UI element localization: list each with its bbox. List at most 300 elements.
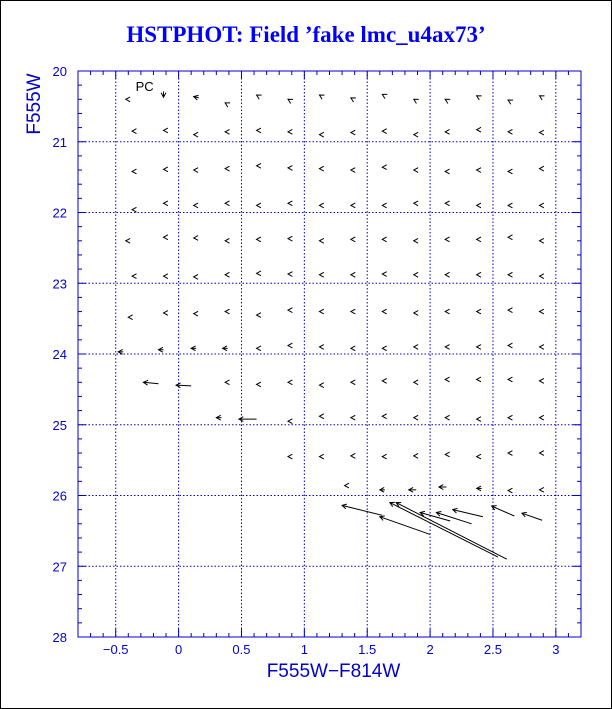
vector-arrow	[194, 274, 198, 279]
vector-head	[351, 203, 355, 208]
vector-arrow	[508, 100, 513, 104]
vector-arrow	[414, 99, 419, 103]
vector-arrow	[382, 94, 387, 98]
grid-layer	[78, 71, 581, 637]
vector-arrow	[288, 419, 292, 424]
vector-arrow	[351, 453, 355, 458]
vector-arrow	[176, 383, 191, 388]
vector-arrow	[288, 308, 292, 313]
vector-head	[257, 346, 261, 351]
vector-arrow	[477, 127, 481, 132]
vector-arrow	[351, 203, 355, 208]
vector-arrow	[128, 315, 132, 320]
vector-head	[288, 419, 292, 424]
vector-head	[445, 309, 449, 314]
vector-head	[414, 380, 418, 385]
vector-head	[319, 272, 323, 277]
y-tick-label: 25	[52, 417, 67, 433]
vector-arrow	[409, 487, 417, 492]
vector-arrow	[351, 380, 355, 385]
vector-head	[257, 271, 261, 276]
vector-arrow	[288, 201, 292, 206]
vector-head	[225, 309, 229, 314]
vector-head	[414, 238, 418, 243]
vector-arrow	[288, 129, 292, 134]
vector-head	[225, 272, 229, 277]
vector-arrow	[414, 201, 418, 206]
vector-head	[508, 377, 512, 382]
vector-arrow	[257, 237, 261, 242]
vector-head	[257, 128, 261, 133]
vector-head	[477, 345, 481, 350]
vector-head	[445, 237, 449, 242]
vector-arrow	[345, 483, 349, 488]
vector-head	[225, 201, 229, 206]
vector-head	[351, 168, 355, 173]
vector-arrow	[164, 235, 168, 240]
vector-head	[319, 383, 323, 388]
vector-arrow	[445, 452, 449, 457]
vector-arrow	[288, 272, 292, 277]
vector-arrow	[225, 201, 229, 206]
vector-arrow	[225, 309, 229, 314]
vector-head	[164, 235, 168, 240]
vector-head	[508, 235, 512, 240]
vector-arrow	[540, 378, 544, 383]
vector-arrow	[445, 377, 449, 382]
vector-head	[194, 132, 198, 137]
vector-arrow	[414, 345, 418, 350]
vector-arrow	[351, 168, 355, 173]
vector-head	[351, 130, 355, 135]
vector-head	[445, 452, 449, 457]
vector-head	[508, 169, 512, 174]
vector-head	[382, 309, 386, 314]
vector-head	[508, 100, 513, 104]
vector-head	[225, 380, 229, 385]
vector-arrow	[257, 382, 261, 387]
vector-arrow	[414, 415, 418, 420]
vector-arrow	[508, 272, 512, 277]
vector-head	[319, 95, 324, 99]
vector-arrow	[225, 238, 229, 243]
vector-arrow	[508, 129, 512, 134]
vector-shaft	[390, 503, 498, 557]
vector-arrow	[508, 488, 512, 493]
x-tick-label: 1	[300, 642, 308, 657]
x-tick-label: 0.5	[232, 642, 251, 657]
vector-head	[477, 203, 481, 208]
y-tick-label: 26	[52, 488, 67, 504]
vector-head	[382, 165, 386, 170]
vector-head	[414, 201, 418, 206]
vector-head	[194, 236, 198, 241]
vector-head	[194, 168, 198, 173]
vector-head	[351, 272, 355, 277]
vector-head	[540, 166, 544, 171]
vector-head	[257, 95, 262, 99]
vector-arrow	[414, 132, 418, 137]
vector-shaft	[453, 510, 483, 517]
vector-arrow	[288, 99, 293, 103]
vector-head	[225, 238, 229, 243]
vector-arrow	[382, 454, 386, 459]
vector-arrow	[225, 272, 229, 277]
vector-head	[414, 168, 418, 173]
vector-shaft	[492, 506, 515, 516]
vector-head	[351, 415, 355, 420]
vector-arrow	[319, 414, 323, 419]
vector-arrow	[522, 512, 542, 520]
vector-arrow	[477, 417, 481, 422]
vector-head	[445, 415, 449, 420]
vector-arrow	[508, 451, 512, 456]
y-tick-label: 27	[52, 559, 67, 575]
vector-head	[351, 237, 355, 242]
vector-arrow	[319, 383, 323, 388]
vector-head	[477, 272, 481, 277]
vector-head	[414, 453, 418, 458]
vector-head	[132, 169, 136, 174]
vector-arrow	[382, 346, 386, 351]
vector-head	[540, 309, 544, 314]
vector-arrow	[414, 168, 418, 173]
vector-arrow	[508, 343, 512, 348]
vector-head	[508, 488, 512, 493]
vector-arrow	[445, 345, 449, 350]
vector-head	[477, 417, 481, 422]
vector-arrow	[436, 512, 471, 524]
vector-head	[445, 129, 449, 134]
vector-head	[445, 169, 449, 174]
vector-arrow	[164, 274, 168, 279]
vector-head	[414, 132, 418, 137]
vector-head	[225, 129, 229, 134]
vector-head	[288, 454, 292, 459]
vector-head	[382, 454, 386, 459]
vector-arrow	[351, 309, 355, 314]
vector-head	[540, 451, 544, 456]
vector-head	[540, 274, 544, 279]
vector-arrow	[477, 237, 481, 242]
vector-head	[257, 163, 261, 168]
vector-arrow	[414, 380, 418, 385]
vector-head	[164, 128, 168, 133]
vector-head	[540, 415, 544, 420]
vector-arrow	[414, 238, 418, 243]
vector-head	[540, 487, 544, 492]
vector-arrow	[319, 272, 323, 277]
vector-arrow	[351, 346, 355, 351]
vector-head	[477, 168, 481, 173]
vector-head	[319, 238, 323, 243]
vector-head	[288, 380, 292, 385]
vector-arrow	[257, 128, 261, 133]
vector-arrow	[508, 377, 512, 382]
panel-label: PC	[135, 78, 154, 94]
vector-head	[288, 236, 292, 241]
vector-arrow	[194, 132, 198, 137]
vector-arrow	[477, 203, 481, 208]
vector-layer	[118, 92, 544, 560]
vector-arrow	[132, 169, 136, 174]
vector-arrow	[319, 309, 323, 314]
vector-arrow	[225, 380, 229, 385]
vector-head	[288, 272, 292, 277]
vector-arrow	[288, 380, 292, 385]
vector-arrow	[390, 502, 498, 557]
vector-head	[508, 308, 512, 313]
vector-arrow	[445, 309, 449, 314]
vector-arrow	[194, 168, 198, 173]
vector-head	[164, 201, 168, 206]
vector-head	[445, 99, 450, 103]
vector-head	[345, 483, 349, 488]
vector-head	[225, 166, 229, 171]
vector-head	[540, 378, 544, 383]
vector-head	[257, 237, 261, 242]
vector-arrow	[540, 415, 544, 420]
vector-head	[540, 345, 544, 350]
vector-arrow	[508, 203, 512, 208]
vector-arrow	[194, 236, 198, 241]
vector-shaft	[342, 505, 382, 515]
vector-arrow	[382, 237, 386, 242]
y-tick-label: 23	[52, 276, 67, 292]
vector-arrow	[351, 237, 355, 242]
vector-head	[508, 415, 512, 420]
x-tick-label: 2.5	[483, 642, 503, 657]
vector-arrow	[194, 203, 198, 208]
vector-arrow	[342, 504, 382, 515]
vector-arrow	[382, 165, 386, 170]
vector-head	[508, 343, 512, 348]
vector-arrow	[439, 485, 447, 490]
vector-head	[194, 311, 198, 316]
vector-head	[194, 274, 198, 279]
vector-head	[508, 272, 512, 277]
x-tick-label: 3	[552, 642, 560, 657]
vector-head	[257, 382, 261, 387]
vector-arrow	[540, 96, 545, 100]
vector-head	[319, 454, 323, 459]
y-tick-label: 28	[52, 630, 67, 645]
vector-head	[288, 166, 292, 171]
vector-head	[288, 308, 292, 313]
vector-head	[194, 203, 198, 208]
y-tick-label: 21	[52, 134, 67, 150]
vector-arrow	[540, 166, 544, 171]
vector-head	[477, 127, 481, 132]
vector-arrow	[382, 378, 386, 383]
vector-arrow	[540, 203, 544, 208]
vector-head	[382, 94, 387, 98]
vector-arrow	[288, 236, 292, 241]
vector-head	[540, 130, 544, 135]
vector-head	[126, 238, 130, 243]
vector-arrow	[382, 414, 386, 419]
vector-shaft	[176, 385, 191, 386]
vector-arrow	[396, 502, 507, 559]
vector-arrow	[118, 349, 123, 354]
vector-arrow	[540, 309, 544, 314]
vector-arrow	[477, 454, 481, 459]
vector-head	[477, 454, 481, 459]
vector-arrow	[477, 272, 481, 277]
vector-arrow	[414, 311, 418, 316]
vector-arrow	[382, 203, 386, 208]
vector-head	[288, 99, 293, 103]
vector-arrow	[508, 308, 512, 313]
vector-arrow	[477, 377, 481, 382]
vector-arrow	[445, 415, 449, 420]
vector-arrow	[257, 313, 261, 318]
vector-arrow	[158, 347, 163, 352]
vector-shaft	[396, 503, 507, 560]
vector-arrow	[492, 506, 515, 516]
vector-head	[382, 129, 386, 134]
vector-arrow	[164, 201, 168, 206]
vector-arrow	[257, 346, 261, 351]
vector-arrow	[540, 274, 544, 279]
vector-head	[351, 309, 355, 314]
vector-arrow	[382, 272, 386, 277]
vector-head	[414, 415, 418, 420]
vector-head	[164, 167, 168, 172]
vector-arrow	[508, 415, 512, 420]
vector-arrow	[319, 203, 323, 208]
vector-arrow	[132, 207, 136, 212]
vector-arrow	[164, 128, 168, 133]
vector-head	[445, 377, 449, 382]
vector-arrow	[540, 487, 544, 492]
vector-head	[351, 380, 355, 385]
vector-head	[225, 103, 230, 107]
vector-head	[319, 132, 323, 137]
vector-head	[382, 272, 386, 277]
vector-arrow	[382, 129, 386, 134]
vector-head	[164, 311, 168, 316]
vector-head	[128, 315, 132, 320]
vector-head	[382, 346, 386, 351]
vector-arrow	[319, 345, 323, 350]
vector-head	[257, 203, 261, 208]
vector-head	[382, 237, 386, 242]
vector-arrow	[445, 129, 449, 134]
vector-arrow	[508, 169, 512, 174]
vector-arrow	[225, 129, 229, 134]
vector-arrow	[164, 167, 168, 172]
vector-arrow	[319, 166, 323, 171]
vector-head	[540, 238, 544, 243]
vector-arrow	[477, 168, 481, 173]
y-axis-label: F555W	[24, 73, 45, 135]
vector-head	[164, 274, 168, 279]
vector-head	[319, 203, 323, 208]
vector-head	[288, 201, 292, 206]
vector-head	[477, 96, 482, 100]
vector-arrow	[380, 487, 385, 492]
vector-arrow	[351, 98, 356, 102]
vector-arrow	[453, 508, 483, 516]
vector-arrow	[132, 129, 136, 134]
vector-arrow	[194, 95, 199, 100]
vector-arrow	[239, 417, 257, 422]
vector-arrow	[540, 451, 544, 456]
chart-title: HSTPHOT: Field ’fake lmc_u4ax73’	[126, 22, 486, 47]
vector-arrow	[319, 238, 323, 243]
vector-arrow	[445, 99, 450, 103]
vector-head	[132, 274, 136, 279]
vector-arrow	[351, 415, 355, 420]
vector-arrow	[414, 453, 418, 458]
vector-arrow	[161, 92, 166, 98]
vector-arrow	[257, 271, 261, 276]
vector-arrow	[225, 166, 229, 171]
x-tick-label: 1.5	[358, 642, 377, 657]
vector-arrow	[319, 95, 324, 99]
vector-arrow	[414, 272, 418, 277]
vector-arrow	[319, 454, 323, 459]
vector-arrow	[445, 169, 449, 174]
vector-head	[382, 414, 386, 419]
vector-head	[508, 203, 512, 208]
x-tick-label: −0.5	[102, 642, 129, 657]
label-layer	[24, 64, 559, 682]
y-tick-label: 24	[52, 347, 67, 362]
vector-head	[351, 453, 355, 458]
vector-arrow	[382, 309, 386, 314]
vector-arrow	[351, 272, 355, 277]
vector-arrow	[191, 346, 196, 351]
vector-arrow	[508, 235, 512, 240]
vector-head	[414, 272, 418, 277]
vector-head	[508, 129, 512, 134]
vector-arrow	[351, 130, 355, 135]
vector-arrow	[540, 345, 544, 350]
vector-head	[414, 99, 419, 103]
vector-arrow	[257, 163, 261, 168]
vector-arrow	[164, 311, 168, 316]
y-tick-label: 22	[52, 205, 67, 221]
vector-head	[414, 345, 418, 350]
vector-arrow	[445, 201, 449, 206]
vector-head	[288, 129, 292, 134]
vector-arrow	[477, 96, 482, 100]
vector-head	[477, 237, 481, 242]
vector-arrow	[132, 274, 136, 279]
vector-arrow	[257, 95, 262, 99]
vector-arrow	[143, 380, 158, 385]
vector-head	[382, 378, 386, 383]
vector-arrow	[477, 345, 481, 350]
vector-arrow	[445, 272, 449, 277]
vector-head	[132, 207, 136, 212]
vector-arrow	[445, 237, 449, 242]
vector-arrow	[288, 343, 292, 348]
vector-head	[445, 345, 449, 350]
vector-arrow	[257, 203, 261, 208]
vector-head	[319, 345, 323, 350]
vector-head	[445, 201, 449, 206]
vector-arrow	[126, 97, 130, 102]
vector-arrow	[126, 238, 130, 243]
vector-head	[382, 203, 386, 208]
vector-arrow	[477, 309, 481, 314]
vector-head	[257, 313, 261, 318]
vector-arrow	[223, 346, 228, 351]
vector-head	[288, 343, 292, 348]
